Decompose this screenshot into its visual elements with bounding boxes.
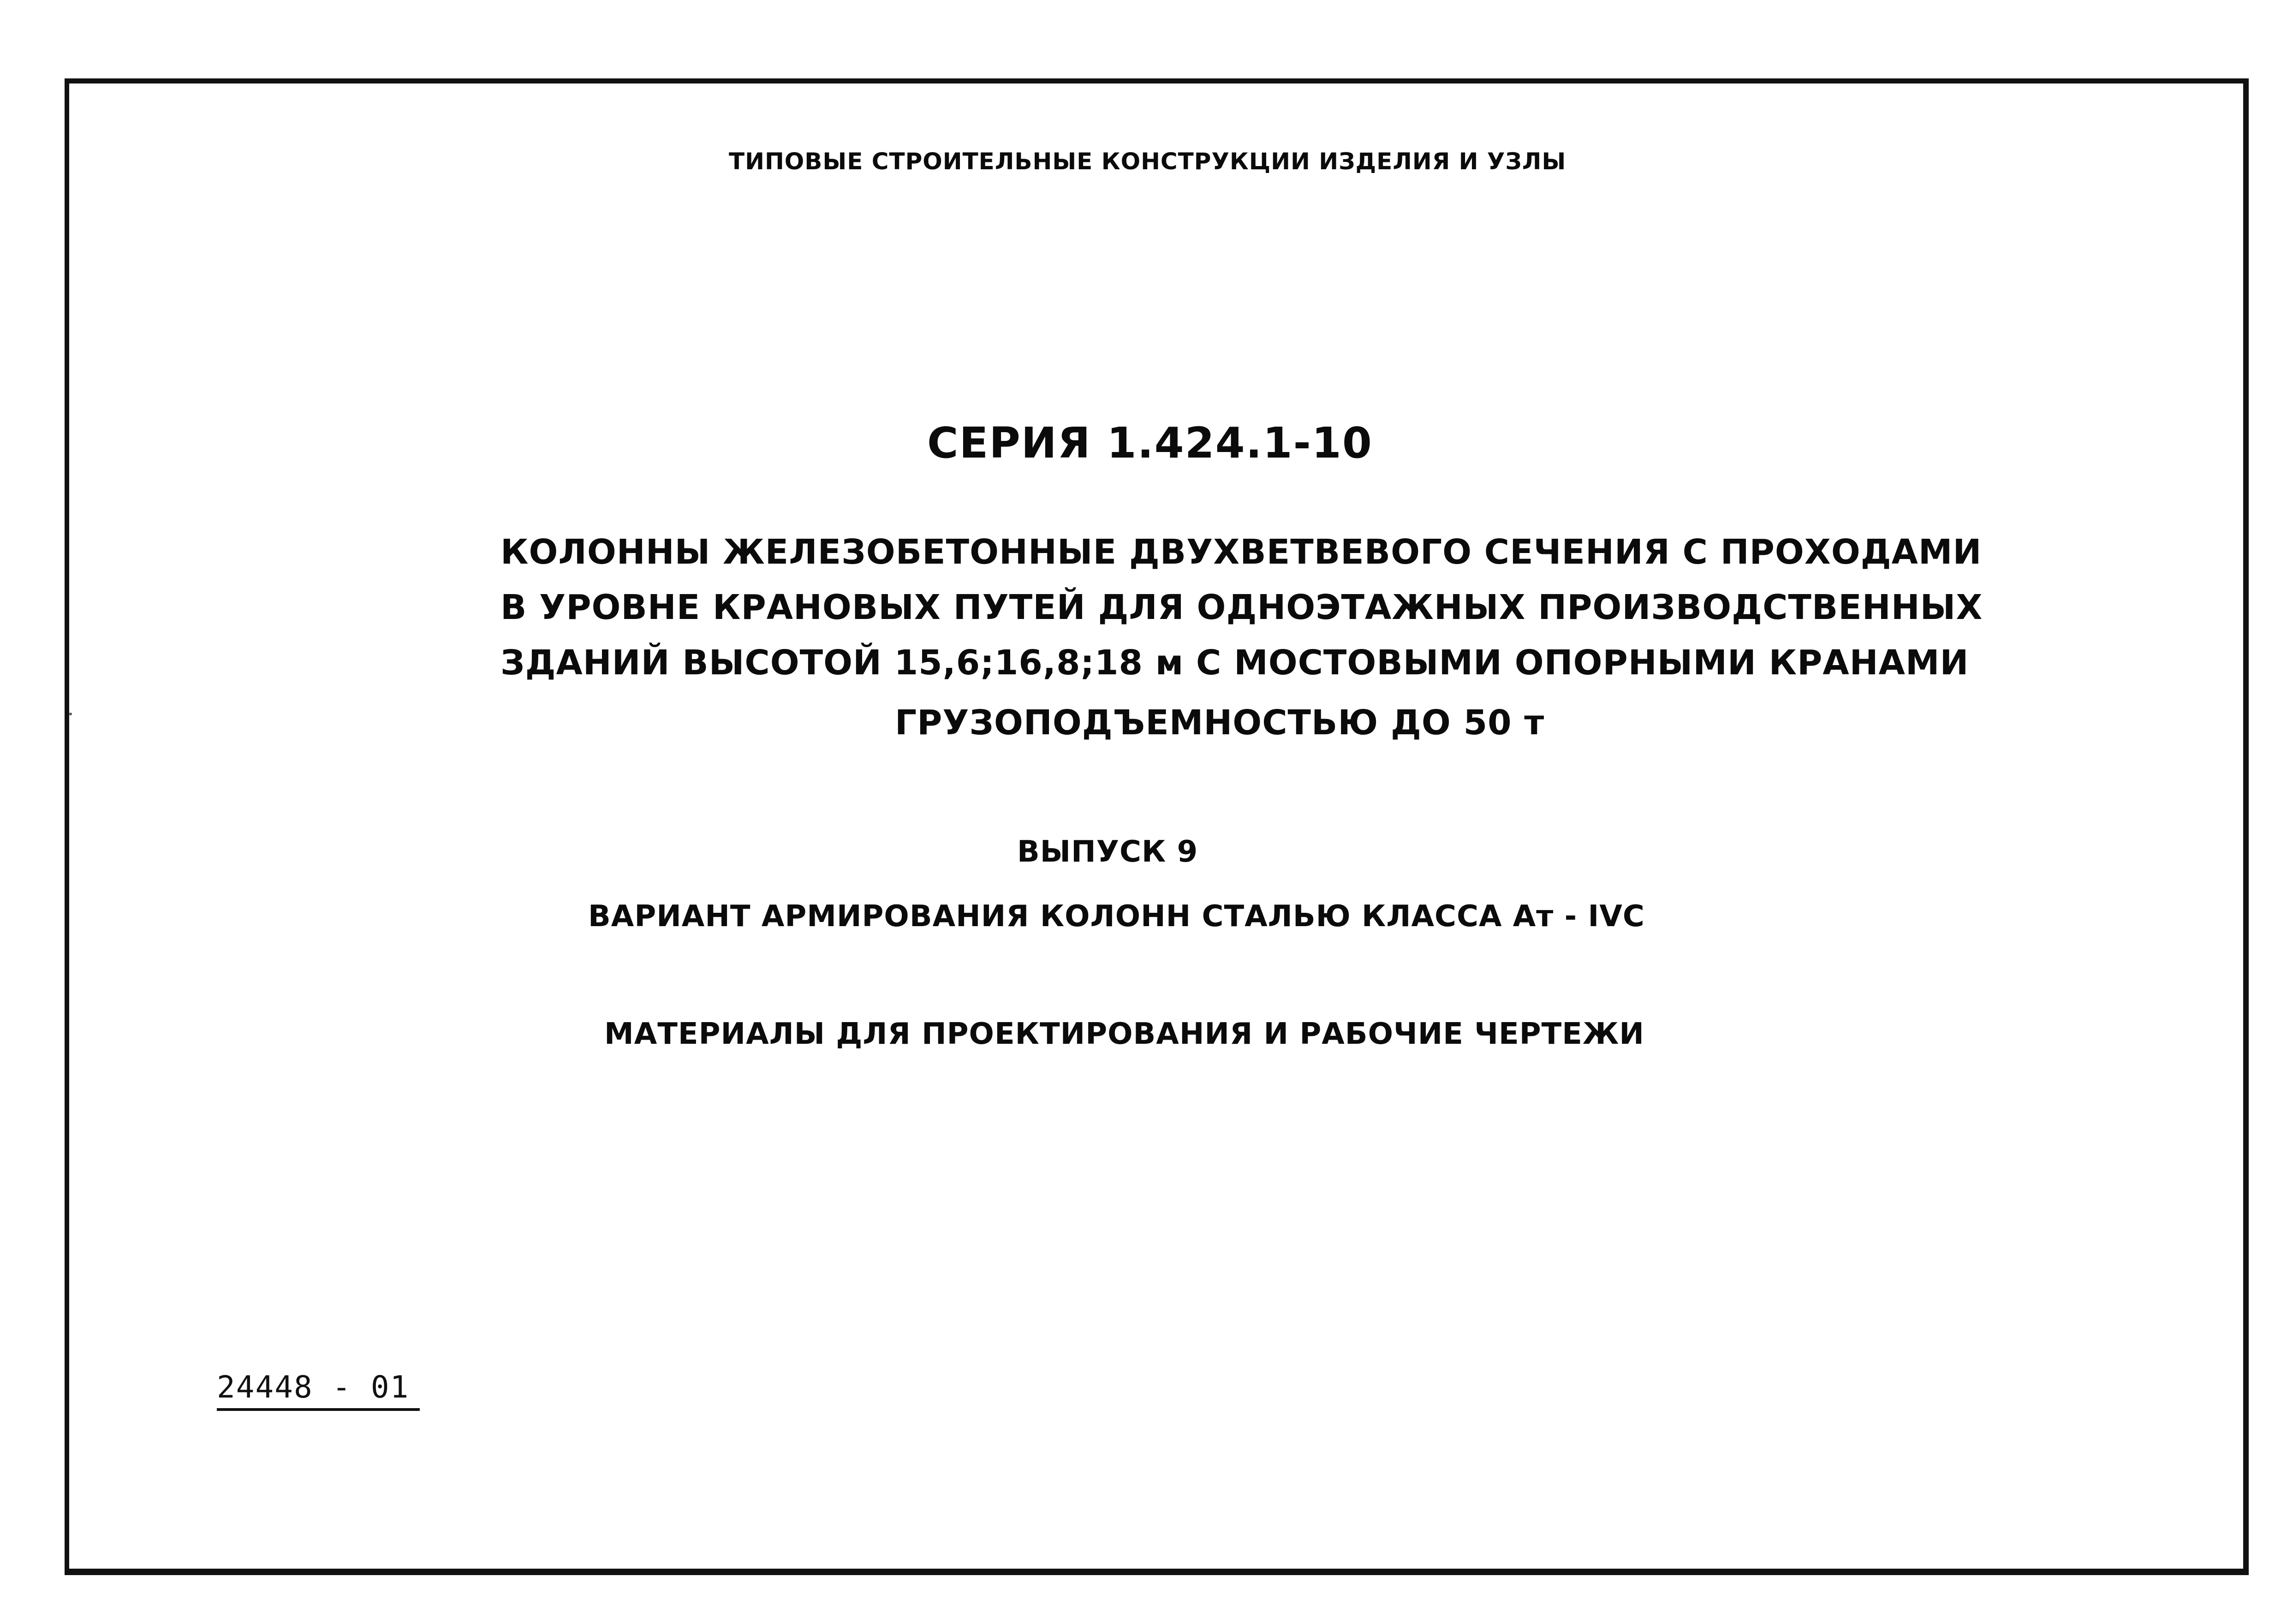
document-frame [65,78,2249,1575]
title-line-1: КОЛОННЫ ЖЕЛЕЗОБЕТОННЫЕ ДВУХВЕТВЕВОГО СЕЧЕНИЯ С ПРОХОДАМИ [500,532,1982,572]
series-title: СЕРИЯ 1.424.1-10 [927,418,1373,468]
title-line-3: ЗДАНИЙ ВЫСОТОЙ 15,6;16,8;18 м С МОСТОВЫМИ ОПОРНЫМИ КРАНАМИ [500,643,1969,683]
materials-label: МАТЕРИАЛЫ ДЛЯ ПРОЕКТИРОВАНИЯ И РАБОЧИЕ ЧЕРТЕЖИ [604,1017,1644,1051]
document-number: 24448 - 01 [217,1369,410,1405]
title-line-2: В УРОВНЕ КРАНОВЫХ ПУТЕЙ ДЛЯ ОДНОЭТАЖНЫХ ПРОИЗВОДСТВЕННЫХ [500,588,1983,627]
document-number-underline [217,1408,420,1411]
title-line-4: ГРУЗОПОДЪЕМНОСТЬЮ ДО 50 т [895,703,1545,743]
scan-speck [69,713,72,715]
header-text: ТИПОВЫЕ СТРОИТЕЛЬНЫЕ КОНСТРУКЦИИ ИЗДЕЛИЯ И УЗЛЫ [729,148,1566,175]
reinforcement-variant: ВАРИАНТ АРМИРОВАНИЯ КОЛОНН СТАЛЬЮ КЛАССА Ат - IVC [588,899,1645,934]
issue-label: ВЫПУСК 9 [1017,835,1198,869]
